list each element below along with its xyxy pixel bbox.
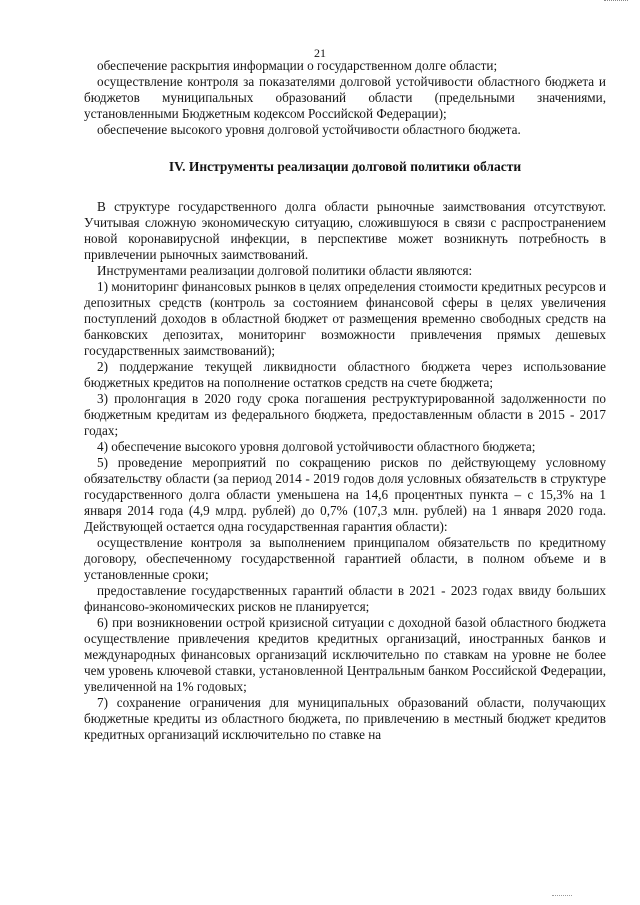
document-body — [84, 58, 606, 743]
page-number: 21 — [314, 46, 326, 60]
sub-item: осуществление контроля за выполнением принципалом обязательств по кредитному договору, обеспеченному государственной гарантией области, в полном объеме и в установленные сроки; — [84, 535, 606, 582]
scan-mark-bottom — [552, 895, 572, 899]
list-item: 6) при возникновении острой кризисной ситуации с доходной базой областного бюджета осуществление привлечения кредитов кредитных организаций, иностранных банков и международных финансовых организаций исключительно по ставкам на уровне не более чем уровень ключевой ставки, установленной Центральным банком Российской Федерации, увеличенной на 1% годовых; — [84, 615, 606, 694]
list-item: 3) пролонгация в 2020 году срока погашения реструктурированной задолженности по бюджетным кредитам из федерального бюджета, предоставленным области в 2015 - 2017 годах; — [84, 391, 606, 438]
sub-item: предоставление государственных гарантий области в 2021 - 2023 годах ввиду больших финансово-экономических рисков не планируется; — [84, 583, 606, 614]
list-item: 1) мониторинг финансовых рынков в целях определения стоимости кредитных ресурсов и депозитных средств (контроль за состоянием финансовой сферы в целях увеличения поступлений доходов в областной бюджет от размещения временно свободных средств на банковских депозитах, мониторинг возможности привлечения прямых дешевых государственных заимствований); — [84, 279, 606, 358]
paragraph: В структуре государственного долга области рыночные заимствования отсутствуют. Учитывая сложную экономическую ситуацию, сложившуюся в связи с распространением новой коронавирусной инфекции, в перспективе может возникнуть потребность в привлечении рыночных заимствований. — [84, 199, 606, 262]
paragraph: обеспечение раскрытия информации о государственном долге области; — [97, 58, 498, 73]
section-heading: IV. Инструменты реализации долговой политики области — [168, 159, 522, 174]
list-item: 5) проведение мероприятий по сокращению рисков по действующему условному обязательству области (за период 2014 - 2019 годов доля условных обязательств в структуре государственного долга области уменьшена на 14,6 процентных пункта – с 15,3% на 1 января 2014 года (4,9 млрд. рублей) до 0,7% (107,3 млн. рублей) на 1 января 2020 года. Действующей остается одна государственная гарантия области): — [84, 455, 606, 534]
list-item: 4) обеспечение высокого уровня долговой устойчивости областного бюджета; — [97, 439, 536, 454]
paragraph: Инструментами реализации долговой политики области являются: — [97, 263, 473, 278]
list-item: 7) сохранение ограничения для муниципальных образований области, получающих бюджетные кредиты из областного бюджета, по привлечению в местный бюджет кредитов кредитных организаций исключительно по ставке на — [84, 695, 606, 742]
scan-mark-top — [604, 0, 628, 4]
list-item: 2) поддержание текущей ликвидности областного бюджета через использование бюджетных кредитов на пополнение остатков средств на счете бюджета; — [84, 359, 606, 390]
paragraph: обеспечение высокого уровня долговой устойчивости областного бюджета. — [97, 122, 521, 137]
paragraph: осуществление контроля за показателями долговой устойчивости областного бюджета и бюджетов муниципальных образований области (предельными значениями, установленными Бюджетным кодексом Российской Федерации); — [84, 74, 606, 121]
